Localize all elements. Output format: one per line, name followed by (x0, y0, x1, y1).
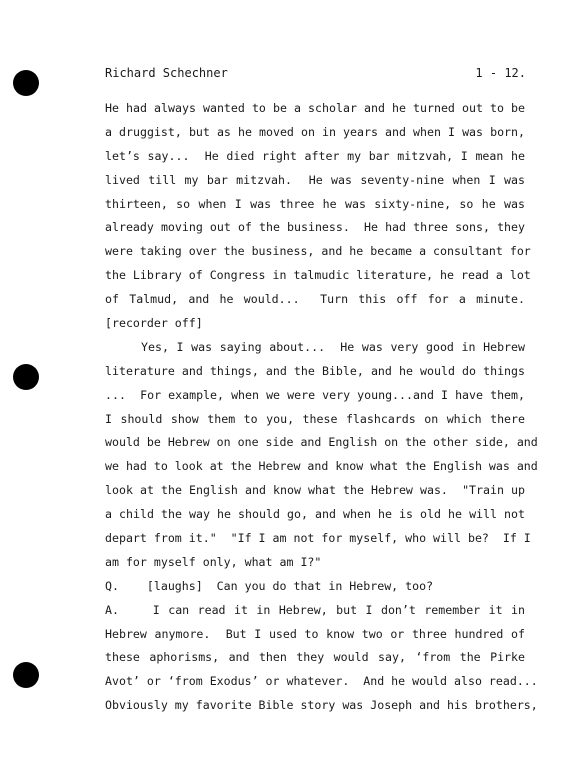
text-line: already moving out of the business. He had three sons, they (105, 220, 525, 235)
text-line: Obviously my favorite Bible story was Joseph and his brothers, (105, 698, 538, 713)
text-line: I should show them to you, these flashcards on which there (105, 411, 525, 426)
text-line: were taking over the business, and he became a consultant for (105, 244, 531, 259)
header-name: Richard Schechner (105, 66, 228, 80)
text-line: of Talmud, and he would... Turn this off for a minute. (105, 292, 525, 307)
text-line: am for myself only, what am I?" (105, 554, 322, 569)
page-header (105, 66, 526, 80)
text-line: [recorder off] (105, 316, 203, 331)
text-line: the Library of Congress in talmudic literature, he read a lot (105, 268, 531, 283)
text-line: ... For example, when we were very young...and I have them, (105, 387, 525, 402)
text-line: these aphorisms, and then they would say, ‘from the Pirke (105, 650, 525, 665)
text-line: depart from it." "If I am not for myself, who will be? If I (105, 531, 531, 546)
text-line: a child the way he should go, and when he is old he will not (105, 507, 525, 522)
text-line: look at the English and know what the Hebrew was. "Train up (105, 483, 525, 498)
binder-hole-middle (13, 364, 39, 390)
text-line: Avot’ or ‘from Exodus’ or whatever. And he would also read... (105, 674, 538, 689)
text-line: He had always wanted to be a scholar and he turned out to be (105, 101, 525, 115)
text-line: Yes, I was saying about... He was very good in Hebrew (141, 339, 525, 354)
text-line: let’s say... He died right after my bar mitzvah, I mean he (105, 148, 525, 163)
binder-hole-top (13, 70, 39, 96)
text-line: would be Hebrew on one side and English on the other side, and (105, 435, 538, 450)
text-line: A. I can read it in Hebrew, but I don’t remember it in (105, 602, 525, 617)
transcript-body (105, 101, 538, 722)
page-number: 1 - 12. (475, 66, 526, 80)
text-line: thirteen, so when I was three he was sixty-nine, so he was (105, 196, 525, 211)
text-line: Q. [laughs] Can you do that in Hebrew, too? (105, 578, 434, 593)
binder-hole-bottom (13, 662, 39, 688)
text-line: we had to look at the Hebrew and know what the English was and (105, 459, 538, 474)
text-line: literature and things, and the Bible, and he would do things (105, 363, 525, 378)
text-line: a druggist, but as he moved on in years and when I was born, (105, 124, 525, 139)
text-line: Hebrew anymore. But I used to know two or three hundred of (105, 626, 525, 641)
text-line: lived till my bar mitzvah. He was seventy-nine when I was (105, 172, 525, 187)
